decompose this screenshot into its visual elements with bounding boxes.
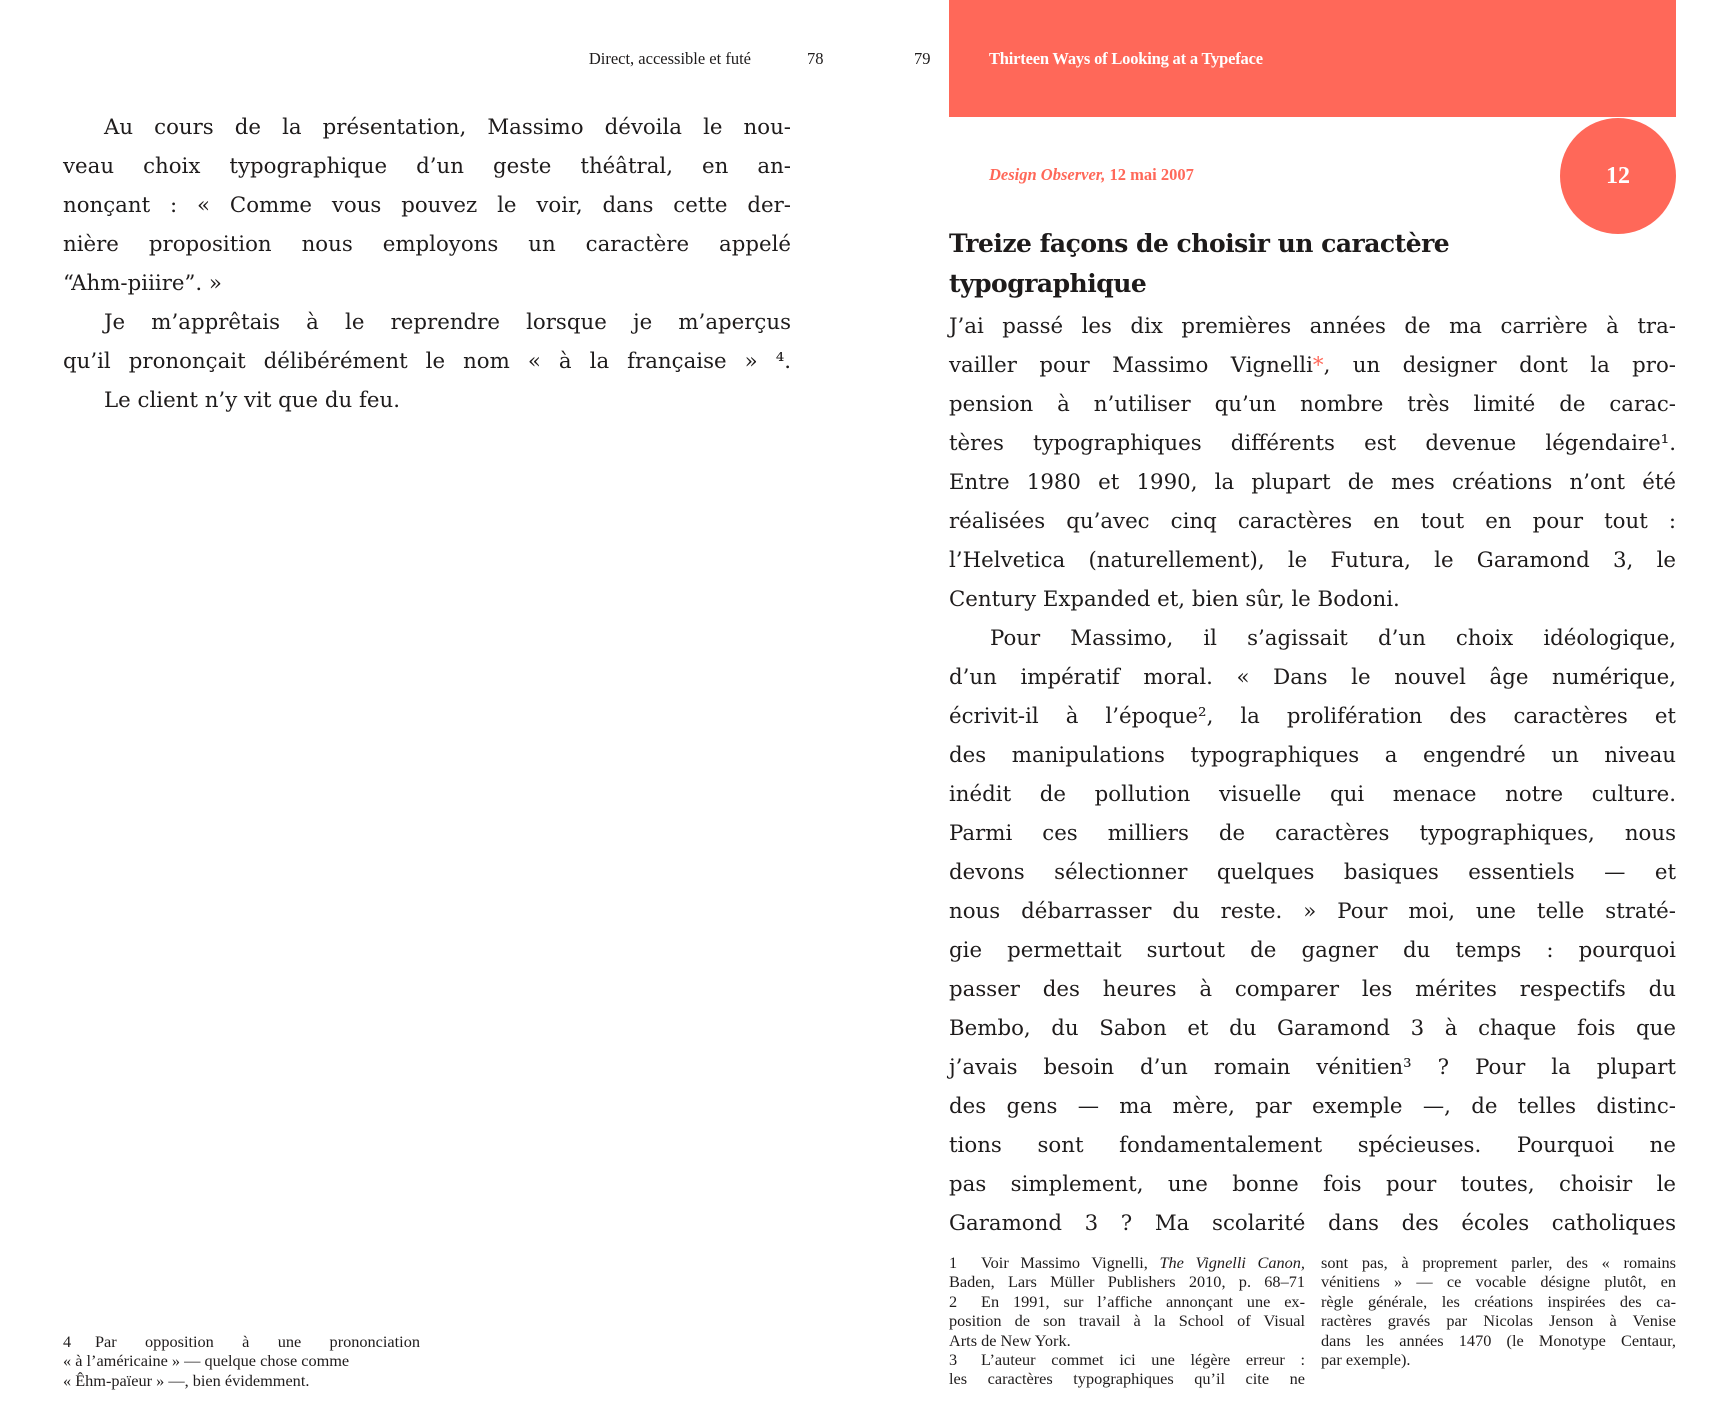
text-line: [63, 264, 791, 303]
text-line: [949, 1087, 1676, 1126]
text-segment: Pour Massimo, il s’agissait d’un choix idéologique,: [990, 626, 1676, 651]
text-segment: l’Helvetica (naturellement), le Futura, le Garamond 3, le: [949, 548, 1676, 573]
heading-line: typographique: [949, 269, 1147, 298]
footnotes-column-2: [1321, 1253, 1676, 1369]
footnotes-column-1: [949, 1253, 1305, 1389]
text-segment: Au cours de la présentation, Massimo dévoila le nou-: [104, 115, 791, 140]
text-segment: réalisées qu’avec cinq caractères en tout en pour tout :: [949, 509, 1676, 534]
text-line: [63, 381, 791, 420]
text-line: [949, 580, 1676, 619]
source-date: 12 mai 2007: [1109, 165, 1194, 184]
text-line: [949, 775, 1676, 814]
text-line: [63, 147, 791, 186]
text-line: [949, 697, 1676, 736]
text-segment: tions sont fondamentalement spécieuses. Pourquoi ne: [949, 1133, 1676, 1158]
text-line: [63, 1351, 420, 1370]
text-segment: Le client n’y vit que du feu.: [104, 388, 400, 413]
text-line: [949, 736, 1676, 775]
text-line: [949, 658, 1676, 697]
text-segment: Century Expanded et, bien sûr, le Bodoni.: [949, 587, 1400, 612]
text-line: [63, 342, 791, 381]
text-segment: En 1991, sur l’affiche annonçant une ex-: [981, 1291, 1305, 1311]
text-segment: Baden, Lars Müller Publishers 2010, p. 68–71: [949, 1272, 1305, 1292]
text-line: [1321, 1292, 1676, 1311]
left-body-text: [63, 108, 791, 420]
text-segment: The Vignelli Canon,: [1159, 1253, 1305, 1272]
text-segment: nière proposition nous employons un caractère appelé: [63, 232, 791, 257]
text-line: [949, 1272, 1305, 1291]
text-segment: vénitiens » — ce vocable désigne plutôt, en: [1321, 1272, 1676, 1292]
text-segment: règle générale, les créations inspirées des ca-: [1321, 1291, 1676, 1311]
text-line: [949, 1204, 1676, 1243]
page-number-right: 79: [914, 49, 931, 68]
text-segment: Je m’apprêtais à le reprendre lorsque je m’aperçus: [104, 310, 791, 335]
source-line: [989, 164, 1194, 186]
text-line: [949, 346, 1676, 385]
text-segment: nous débarrasser du reste. » Pour moi, une telle straté-: [949, 899, 1676, 924]
text-line: [949, 1048, 1676, 1087]
footnote-number: 2: [949, 1291, 958, 1311]
text-segment: , un designer dont la pro-: [1323, 353, 1677, 378]
text-segment: j’avais besoin d’un romain vénitien³ ? Pour la plupart: [949, 1055, 1676, 1080]
text-segment: tères typographiques différents est devenue légendaire¹.: [949, 431, 1676, 456]
text-line: [63, 1332, 420, 1351]
text-segment: ractères gravés par Nicolas Jenson à Venise: [1321, 1311, 1676, 1331]
text-segment: Par opposition à une prononciation: [95, 1332, 420, 1351]
footnote-number: 4: [63, 1332, 72, 1351]
text-segment: des manipulations typographiques a engendré un niveau: [949, 743, 1676, 768]
text-segment: Voir Massimo Vignelli,: [981, 1253, 1160, 1272]
text-line: [1321, 1331, 1676, 1350]
text-line: [63, 108, 791, 147]
text-line: [949, 1331, 1305, 1350]
text-segment: écrivit-il à l’époque², la prolifération des caractères et: [949, 704, 1676, 729]
text-segment: les caractères typographiques qu’il cite ne: [949, 1369, 1305, 1389]
text-line: [949, 1126, 1676, 1165]
text-line: [1321, 1350, 1676, 1369]
text-line: [949, 619, 1676, 658]
text-line: [949, 892, 1676, 931]
book-title: Thirteen Ways of Looking at a Typeface: [989, 49, 1263, 68]
text-segment: Parmi ces milliers de caractères typographiques, nous: [949, 821, 1676, 846]
footnote-asterisk: *: [1312, 353, 1324, 378]
text-segment: vailler pour Massimo Vignelli: [949, 353, 1313, 378]
text-line: [63, 303, 791, 342]
text-segment: passer des heures à comparer les mérites respectifs du: [949, 977, 1676, 1002]
text-line: [949, 1369, 1305, 1388]
text-line: [1321, 1253, 1676, 1272]
text-line: [949, 307, 1676, 346]
text-segment: « Êhm-païeur » —, bien évidemment.: [63, 1370, 310, 1390]
text-line: [949, 1311, 1305, 1330]
heading-line: Treize façons de choisir un caractère: [949, 229, 1450, 258]
page-number-left: 78: [807, 49, 824, 68]
text-line: [949, 424, 1676, 463]
footnotes-left: [63, 1332, 420, 1390]
text-segment: Entre 1980 et 1990, la plupart de mes créations n’ont été: [949, 470, 1676, 495]
text-segment: J’ai passé les dix premières années de ma carrière à tra-: [949, 314, 1676, 339]
text-line: [63, 186, 791, 225]
text-line: [949, 970, 1676, 1009]
text-line: [1321, 1311, 1676, 1330]
text-segment: d’un impératif moral. « Dans le nouvel âge numérique,: [949, 665, 1676, 690]
running-title-left: Direct, accessible et futé: [588, 49, 751, 68]
text-line: [63, 225, 791, 264]
text-segment: Garamond 3 ? Ma scolarité dans des écoles catholiques: [949, 1211, 1676, 1236]
text-line: [949, 1350, 1305, 1369]
source-publication: Design Observer,: [989, 165, 1106, 184]
text-line: [1321, 1272, 1676, 1291]
text-segment: pension à n’utiliser qu’un nombre très limité de carac-: [949, 392, 1676, 417]
text-segment: devons sélectionner quelques basiques essentiels — et: [949, 860, 1676, 885]
text-segment: pas simplement, une bonne fois pour toutes, choisir le: [949, 1172, 1676, 1197]
text-line: [949, 853, 1676, 892]
text-segment: des gens — ma mère, par exemple —, de telles distinc-: [949, 1094, 1676, 1119]
text-segment: inédit de pollution visuelle qui menace notre culture.: [949, 782, 1676, 807]
text-line: [949, 814, 1676, 853]
text-line: [949, 1009, 1676, 1048]
text-segment: dans les années 1470 (le Monotype Centaur,: [1321, 1330, 1676, 1350]
text-segment: L’auteur commet ici une légère erreur :: [981, 1350, 1305, 1370]
text-segment: nonçant : « Comme vous pouvez le voir, dans cette der-: [63, 193, 791, 218]
text-line: [949, 541, 1676, 580]
chapter-number: 12: [1606, 162, 1630, 189]
text-segment: “Ahm-piiire”. »: [63, 271, 222, 296]
article-heading: [949, 224, 1549, 304]
text-line: [949, 1292, 1305, 1311]
text-segment: veau choix typographique d’un geste théâtral, en an-: [63, 154, 791, 179]
text-line: [949, 931, 1676, 970]
text-line: [949, 463, 1676, 502]
right-body-text: [949, 307, 1676, 1243]
text-segment: gie permettait surtout de gagner du temps : pourquoi: [949, 938, 1676, 963]
text-segment: qu’il prononçait délibérément le nom « à la française » ⁴.: [63, 349, 791, 374]
footnote-number: 3: [949, 1350, 958, 1370]
footnote-number: 1: [949, 1253, 958, 1272]
text-segment: Arts de New York.: [949, 1330, 1071, 1350]
text-segment: Bembo, du Sabon et du Garamond 3 à chaque fois que: [949, 1016, 1676, 1041]
text-line: [949, 502, 1676, 541]
text-segment: sont pas, à proprement parler, des « romains: [1321, 1253, 1676, 1272]
text-segment: « à l’américaine » — quelque chose comme: [63, 1351, 350, 1371]
chapter-number-badge: [1560, 118, 1676, 234]
text-line: [63, 1371, 420, 1390]
text-line: [949, 1165, 1676, 1204]
text-segment: position de son travail à la School of Visual: [949, 1311, 1305, 1331]
text-line: [949, 1253, 1305, 1272]
text-segment: par exemple).: [1321, 1350, 1411, 1370]
text-line: [949, 385, 1676, 424]
